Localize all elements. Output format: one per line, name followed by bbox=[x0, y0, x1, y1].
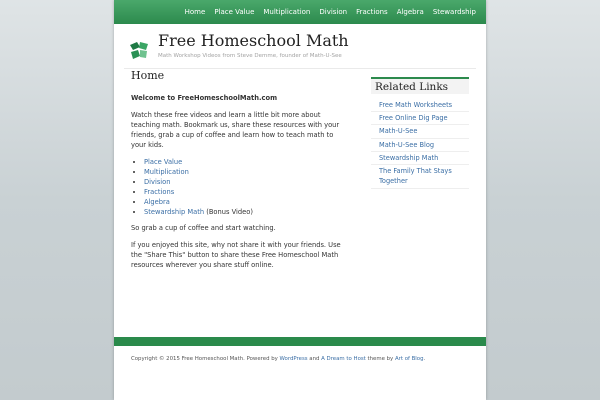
list-item bbox=[371, 99, 469, 112]
list-item bbox=[371, 139, 469, 152]
footer-link-wordpress[interactable]: WordPress bbox=[279, 356, 308, 362]
list-item bbox=[144, 167, 346, 177]
list-item bbox=[371, 165, 469, 188]
related-links-list bbox=[371, 99, 469, 189]
nav-stewardship[interactable]: Stewardship bbox=[432, 8, 476, 16]
link-division[interactable]: Division bbox=[144, 177, 171, 186]
sidebar-link-worksheets[interactable]: Free Math Worksheets bbox=[379, 101, 453, 109]
list-item bbox=[144, 157, 346, 167]
list-item bbox=[371, 125, 469, 138]
page-container bbox=[114, 0, 486, 400]
main-content bbox=[131, 68, 346, 277]
link-place-value[interactable]: Place Value bbox=[144, 157, 183, 166]
nav-place-value[interactable]: Place Value bbox=[214, 8, 255, 16]
footer-link-art-of-blog[interactable]: Art of Blog bbox=[394, 356, 424, 362]
sidebar-title: Related Links bbox=[371, 77, 469, 94]
site-title[interactable]: Free Homeschool Math bbox=[158, 31, 349, 50]
footer-link-theme[interactable]: A Dream to Host bbox=[321, 356, 366, 362]
sidebar-link-dig-page[interactable]: Free Online Dig Page bbox=[379, 114, 448, 123]
link-stewardship-math[interactable]: Stewardship Math bbox=[144, 207, 205, 216]
site-header bbox=[114, 28, 486, 68]
footer-text-and: and bbox=[307, 356, 322, 362]
bonus-video-label: (Bonus Video) bbox=[204, 207, 253, 216]
footer-bar bbox=[114, 337, 486, 346]
intro-paragraph: Watch these free videos and learn a little bit more about teaching math. Bookmark us, share these resources with your friends, grab a cup of coffee and learn how to teach math to your kids. bbox=[131, 110, 340, 149]
grab-coffee-paragraph: So grab a cup of coffee and start watching. bbox=[131, 224, 276, 233]
page-title: Home bbox=[131, 69, 165, 82]
nav-fractions[interactable]: Fractions bbox=[356, 8, 388, 16]
nav-division[interactable]: Division bbox=[319, 8, 348, 16]
footer bbox=[131, 356, 471, 362]
share-paragraph: If you enjoyed this site, why not share it with your friends. Use the "Share This" button to share these Free Homeschool Math resources wherever you share stuff online. bbox=[131, 241, 341, 270]
sidebar-link-stewardship-math[interactable]: Stewardship Math bbox=[379, 153, 439, 162]
nav-multiplication[interactable]: Multiplication bbox=[263, 8, 311, 16]
link-algebra[interactable]: Algebra bbox=[144, 197, 170, 206]
list-item bbox=[371, 152, 469, 165]
link-fractions[interactable]: Fractions bbox=[144, 187, 175, 196]
site-tagline: Math Workshop Videos from Steve Demme, founder of Math-U-See bbox=[158, 53, 342, 59]
site-logo-icon[interactable] bbox=[128, 36, 150, 62]
link-multiplication[interactable]: Multiplication bbox=[144, 167, 189, 176]
sidebar-link-family[interactable]: The Family That Stays Together bbox=[379, 167, 452, 186]
list-item bbox=[144, 197, 346, 207]
footer-text-theme-by: theme by bbox=[365, 356, 395, 362]
topic-list bbox=[144, 157, 346, 217]
footer-period: . bbox=[423, 356, 426, 362]
list-item bbox=[144, 177, 346, 187]
nav-algebra[interactable]: Algebra bbox=[396, 8, 424, 16]
footer-copyright: Copyright © 2015 Free Homeschool Math. Powered by bbox=[131, 356, 280, 362]
list-item bbox=[144, 207, 346, 217]
list-item bbox=[144, 187, 346, 197]
sidebar-link-math-u-see-blog[interactable]: Math-U-See Blog bbox=[379, 140, 435, 149]
welcome-text: Welcome to FreeHomeschoolMath.com bbox=[131, 93, 278, 102]
sidebar-link-math-u-see[interactable]: Math-U-See bbox=[379, 127, 418, 136]
top-navigation bbox=[114, 0, 486, 24]
nav-home[interactable]: Home bbox=[184, 8, 206, 16]
sidebar bbox=[371, 77, 469, 189]
list-item bbox=[371, 112, 469, 125]
